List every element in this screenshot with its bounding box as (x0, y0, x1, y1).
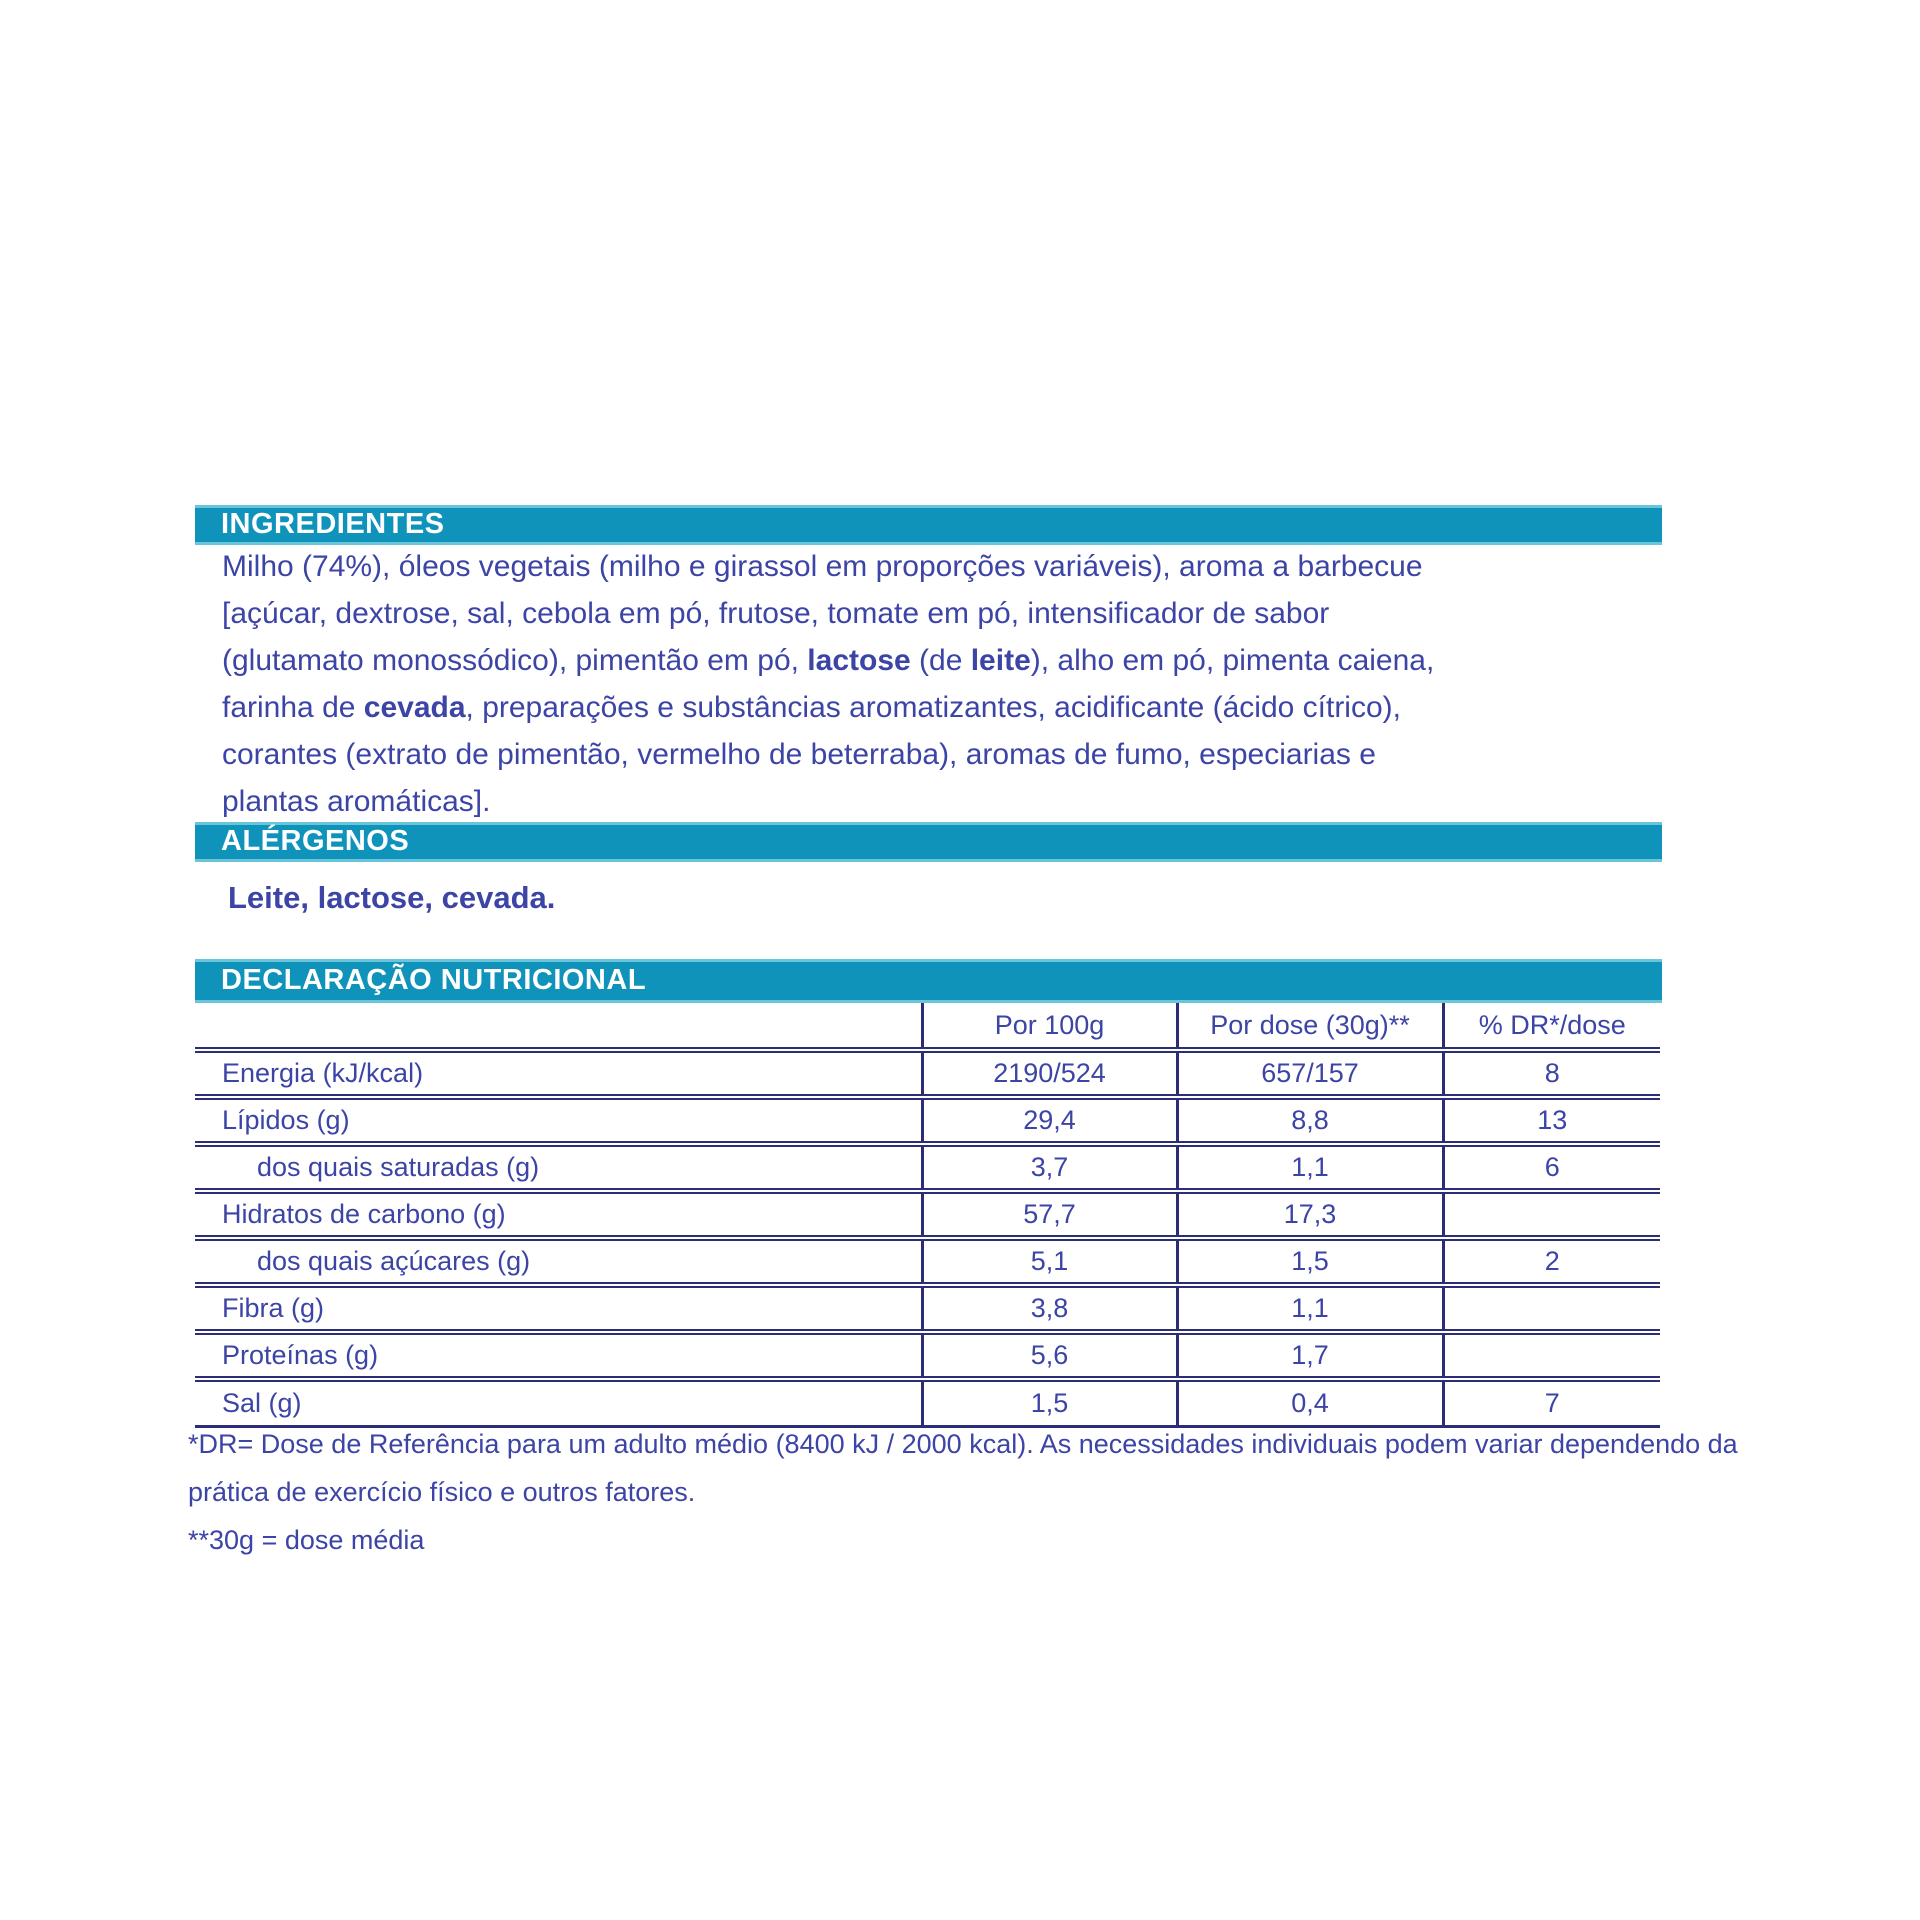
ingredient-text: farinha de (222, 691, 364, 724)
per-dose-cell: 1,5 (1177, 1238, 1443, 1285)
nutrient-label-cell: dos quais saturadas (g) (257, 1152, 540, 1182)
footnote-line: *DR= Dose de Referência para um adulto médio (8400 kJ / 2000 kcal). As necessidades individuais podem variar dependendo da (188, 1429, 1738, 1459)
ingredient-text: Milho (74%), óleos vegetais (milho e girassol em proporções variáveis), aroma a barbecue (222, 550, 1423, 583)
ingredient-text: [açúcar, dextrose, sal, cebola em pó, frutose, tomate em pó, intensificador de sabor (222, 597, 1330, 630)
ingredients-section-title: INGREDIENTES (221, 508, 445, 540)
table-row (195, 1285, 1660, 1332)
column-header-per-100g: Por 100g (922, 1003, 1177, 1050)
per-100g-cell: 5,6 (922, 1332, 1177, 1379)
per-100g-cell: 57,7 (922, 1191, 1177, 1238)
allergen-emphasis: leite (970, 644, 1031, 677)
column-header-empty (195, 1003, 922, 1050)
nutrient-label-cell: Fibra (g) (222, 1293, 325, 1323)
ingredients-line (222, 778, 1434, 825)
per-dose-cell: 657/157 (1177, 1050, 1443, 1097)
ingredient-text: (de (910, 644, 971, 677)
ingredients-paragraph (222, 543, 1434, 825)
allergens-section-header (195, 822, 1662, 862)
nutrient-label-cell: Proteínas (g) (222, 1340, 379, 1370)
ingredients-line (222, 731, 1434, 778)
ingredients-line (222, 684, 1434, 731)
footnote-line: **30g = dose média (188, 1525, 425, 1555)
allergens-section-title: ALÉRGENOS (221, 825, 410, 857)
per-dose-cell: 1,1 (1177, 1285, 1443, 1332)
per-100g-cell: 29,4 (922, 1097, 1177, 1144)
nutrition-section-title: DECLARAÇÃO NUTRICIONAL (221, 964, 647, 996)
dr-percent-cell (1443, 1332, 1660, 1379)
dr-percent-cell: 7 (1443, 1379, 1660, 1426)
dr-percent-cell: 6 (1443, 1144, 1660, 1191)
ingredients-line (222, 637, 1434, 684)
table-row (195, 1144, 1660, 1191)
table-row (195, 1332, 1660, 1379)
table-row (195, 1050, 1660, 1097)
column-header-dr-dose: % DR*/dose (1443, 1003, 1660, 1050)
ingredients-section-header (195, 505, 1662, 545)
table-row (195, 1379, 1660, 1426)
nutrient-label-cell: Energia (kJ/kcal) (222, 1058, 424, 1088)
per-dose-cell: 1,1 (1177, 1144, 1443, 1191)
allergen-emphasis: cevada (363, 691, 466, 724)
per-dose-cell: 0,4 (1177, 1379, 1443, 1426)
footnote-line: prática de exercício físico e outros fatores. (188, 1477, 696, 1507)
footnotes (188, 1420, 1738, 1564)
ingredient-text: , preparações e substâncias aromatizantes, acidificante (ácido cítrico), (465, 691, 1401, 724)
dr-percent-cell: 2 (1443, 1238, 1660, 1285)
per-100g-cell: 3,7 (922, 1144, 1177, 1191)
ingredient-text: ), alho em pó, pimenta caiena, (1030, 644, 1435, 677)
allergens-list: Leite, lactose, cevada. (228, 880, 556, 915)
ingredients-line (222, 590, 1434, 637)
dr-percent-cell (1443, 1191, 1660, 1238)
nutrient-label-cell: Sal (g) (222, 1387, 302, 1418)
allergen-emphasis: lactose (807, 644, 911, 677)
dr-percent-cell: 13 (1443, 1097, 1660, 1144)
table-row (195, 1097, 1660, 1144)
ingredient-text: plantas aromáticas]. (222, 785, 491, 818)
per-dose-cell: 1,7 (1177, 1332, 1443, 1379)
ingredients-line (222, 543, 1434, 590)
column-header-per-dose: Por dose (30g)** (1177, 1003, 1443, 1050)
dr-percent-cell: 8 (1443, 1050, 1660, 1097)
nutrient-label-cell: dos quais açúcares (g) (257, 1246, 531, 1276)
table-row (195, 1191, 1660, 1238)
per-100g-cell: 3,8 (922, 1285, 1177, 1332)
nutrient-label-cell: Lípidos (g) (222, 1105, 350, 1135)
per-dose-cell: 17,3 (1177, 1191, 1443, 1238)
nutrient-label-cell: Hidratos de carbono (g) (222, 1199, 506, 1229)
ingredient-text: (glutamato monossódico), pimentão em pó, (222, 644, 808, 677)
table-row (195, 1238, 1660, 1285)
per-100g-cell: 5,1 (922, 1238, 1177, 1285)
dr-percent-cell (1443, 1285, 1660, 1332)
nutrition-table (195, 1003, 1660, 1428)
per-100g-cell: 1,5 (922, 1379, 1177, 1426)
nutrition-section-header (195, 959, 1662, 1003)
per-100g-cell: 2190/524 (922, 1050, 1177, 1097)
nutrition-header-row (195, 1003, 1660, 1050)
ingredient-text: corantes (extrato de pimentão, vermelho de beterraba), aromas de fumo, especiarias e (222, 738, 1376, 771)
per-dose-cell: 8,8 (1177, 1097, 1443, 1144)
